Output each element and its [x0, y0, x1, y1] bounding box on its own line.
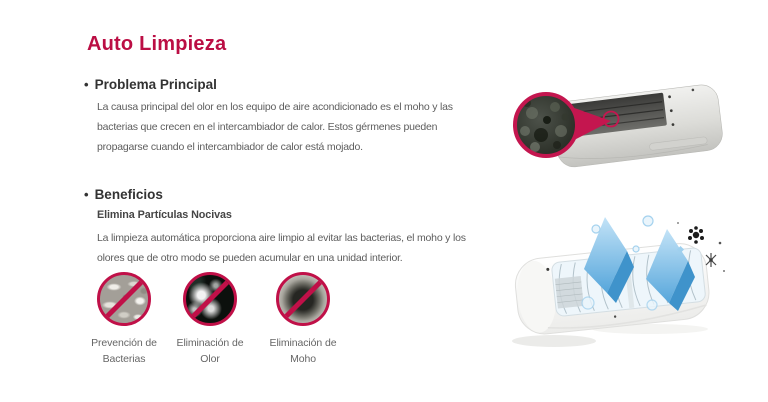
bullet-icon: • [84, 187, 89, 202]
section-heading-beneficios [84, 187, 163, 202]
badge-eliminacion-olor [158, 272, 262, 367]
prohibition-slash-icon [186, 275, 235, 324]
clean-ac-illustration [500, 205, 734, 353]
no-bacteria-icon [97, 272, 151, 326]
problema-paragraph: La causa principal del olor en los equipo de aire acondicionado es el moho y las bacterias que crecen en el intercambiador de calor. Estos gérmenes pueden propagarse cuando el intercambiador de calor está mojado. [97, 101, 453, 153]
prohibition-slash-icon [100, 275, 149, 324]
badge-label-line1: Prevención de [91, 337, 157, 349]
badge-label-line1: Eliminación de [269, 337, 337, 349]
page-title: Auto Limpieza [87, 33, 227, 55]
bullet-icon: • [84, 77, 89, 92]
badge-label-line2: Olor [200, 353, 220, 365]
badge-label-line2: Moho [290, 353, 316, 365]
unit-shadow [512, 335, 596, 347]
section-heading-problema [84, 77, 217, 92]
section-heading-problema-label: Problema Principal [94, 77, 217, 92]
no-mold-icon [276, 272, 330, 326]
prohibition-slash-icon [279, 275, 328, 324]
badge-label [251, 335, 355, 367]
no-odor-icon [183, 272, 237, 326]
badge-label-line1: Eliminación de [176, 337, 244, 349]
dirty-ac-illustration [497, 65, 739, 181]
section-heading-beneficios-label: Beneficios [94, 187, 163, 202]
beneficios-paragraph: La limpieza automática proporciona aire limpio al evitar las bacterias, el moho y los olores que de otro modo se pueden acumular en una unidad interior. [97, 232, 466, 264]
badge-eliminacion-moho [251, 272, 355, 367]
badge-label-line2: Bacterias [102, 353, 146, 365]
mold-magnifier-circle [515, 94, 577, 156]
badge-label [158, 335, 262, 367]
benefit-subheading: Elimina Partículas Nocivas [97, 209, 232, 221]
